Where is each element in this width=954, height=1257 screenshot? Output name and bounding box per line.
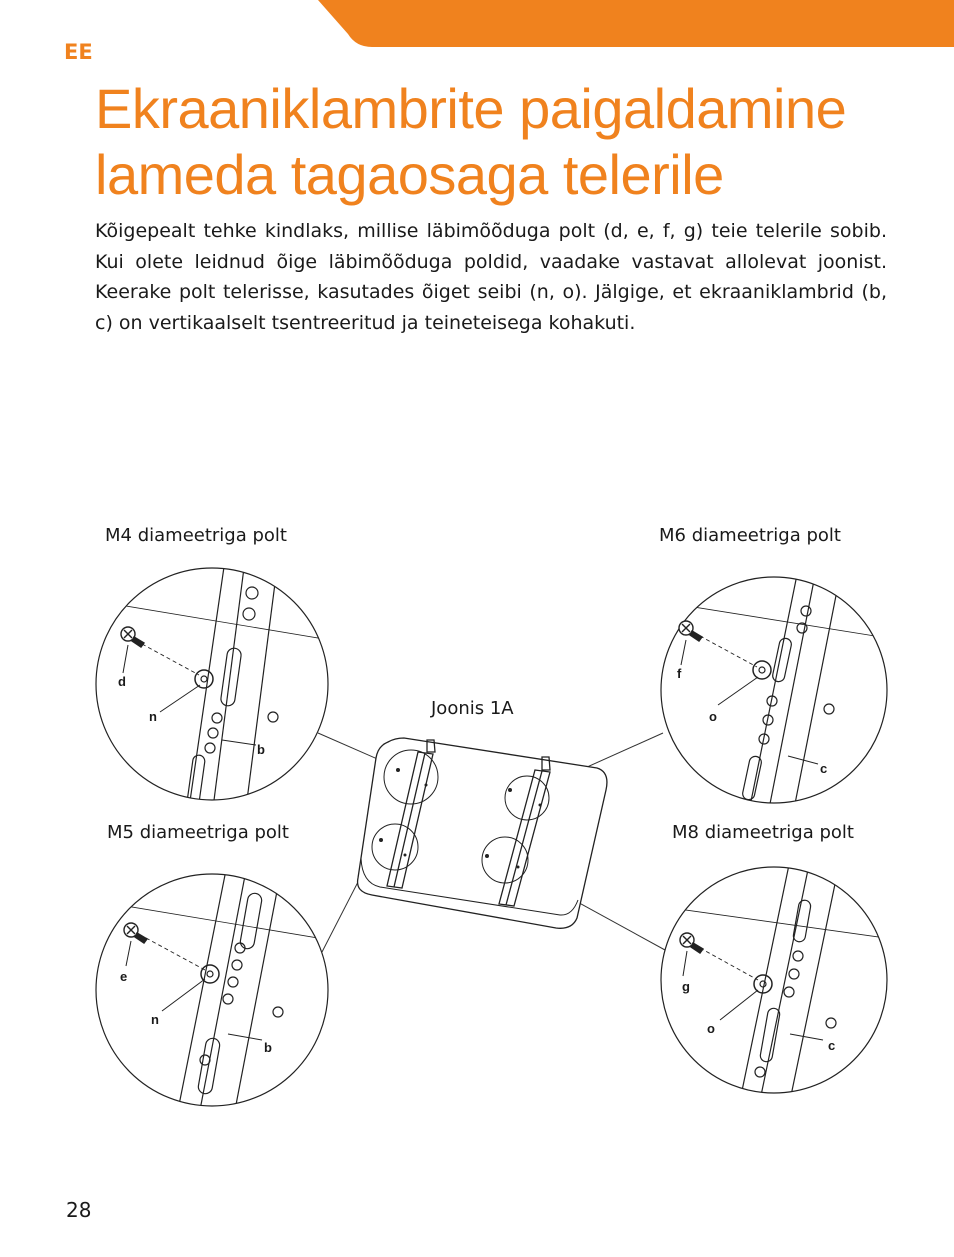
detail-title-m5: M5 diameetriga polt <box>107 822 289 843</box>
label-bracket-c-m8: c <box>828 1038 836 1053</box>
detail-title-m8: M8 diameetriga polt <box>672 822 854 843</box>
label-bracket-b-m4: b <box>257 742 265 757</box>
title-line-1: Ekraaniklambrite paigaldamine <box>95 77 847 140</box>
page-number: 28 <box>66 1198 92 1222</box>
detail-m4-illustration <box>90 560 330 870</box>
intro-paragraph: Kõigepealt tehke kindlaks, millise läbimõõduga polt (d, e, f, g) teie telerile sobib. Kui olete leidnud õige läbimõõduga poldid, vaadake vastavat allolevat joonist. Keerake polt telerisse, kasutades õiget seibi (n, o). Jälgige, et ekraaniklambrid (b, c) on vertikaalselt tsentreeritud ja teineteisega kohakuti. <box>95 220 887 334</box>
detail-m6-illustration <box>650 560 900 880</box>
detail-title-m4: M4 diameetriga polt <box>105 525 287 546</box>
label-washer-o-m6: o <box>709 709 717 724</box>
label-bracket-b-m5: b <box>264 1040 272 1055</box>
figure-caption: Joonis 1A <box>431 698 514 719</box>
language-code: EE <box>64 40 93 64</box>
label-bolt-f: f <box>677 666 682 681</box>
label-bolt-d: d <box>118 674 126 689</box>
tv-back-illustration <box>358 738 607 928</box>
label-bracket-c-m6: c <box>820 761 828 776</box>
label-bolt-g: g <box>682 979 690 994</box>
label-washer-n-m4: n <box>149 709 157 724</box>
label-washer-o-m8: o <box>707 1021 715 1036</box>
label-washer-n-m5: n <box>151 1012 159 1027</box>
title-line-2: lameda tagaosaga telerile <box>95 143 724 206</box>
label-bolt-e: e <box>120 969 128 984</box>
detail-title-m6: M6 diameetriga polt <box>659 525 841 546</box>
detail-m5-illustration <box>90 860 330 1110</box>
